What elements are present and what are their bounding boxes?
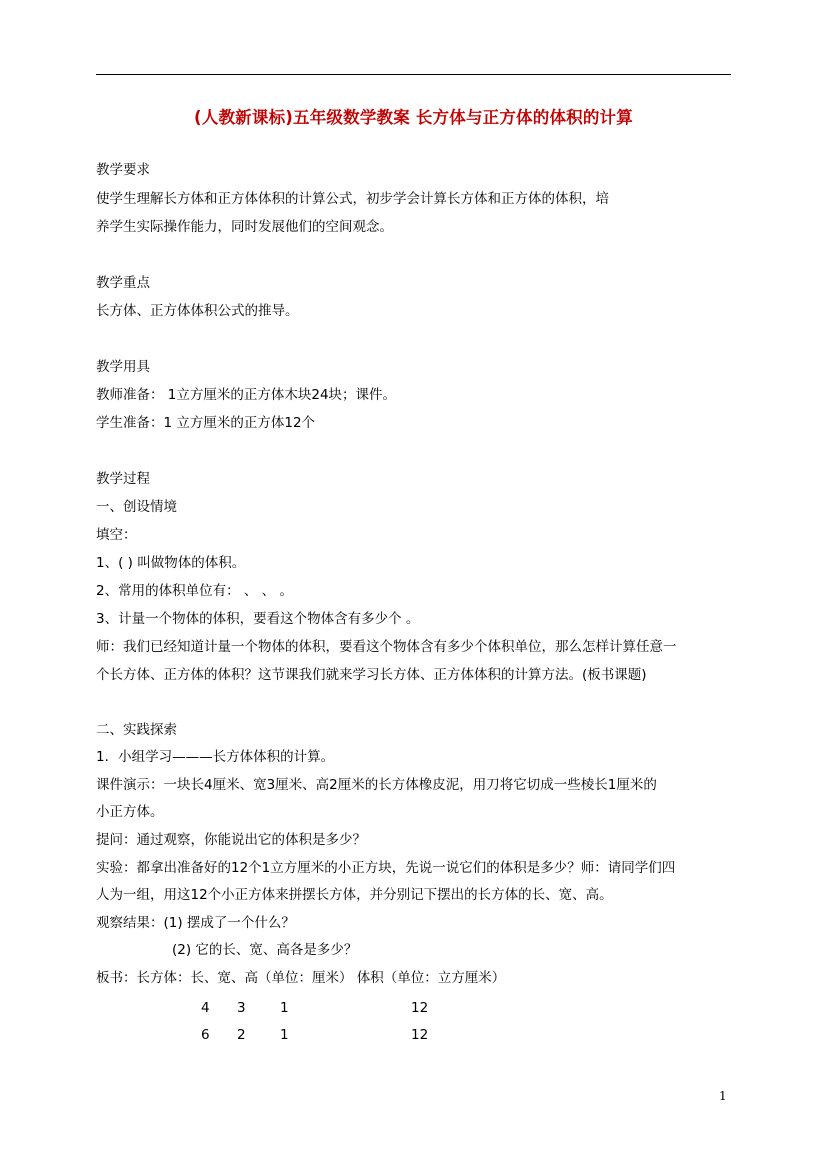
header-rule: [96, 74, 731, 75]
paragraph-line: 师：我们已经知道计量一个物体的体积，要看这个物体含有多少个体积单位，那么怎样计算任意一: [96, 639, 677, 655]
paragraph-line: (2) 它的长、宽、高各是多少？: [172, 942, 358, 958]
document-title: (人教新课标)五年级数学教案 长方体与正方体的体积的计算: [194, 108, 633, 127]
section-heading: 一、创设情境: [96, 499, 177, 515]
paragraph-line: 提问：通过观察，你能说出它的体积是多少？: [96, 832, 366, 848]
page-number: 1: [719, 1089, 727, 1103]
heading-key-points: 教学重点: [96, 275, 150, 291]
table-cell: 3: [237, 1000, 246, 1016]
paragraph-line: 观察结果：(1) 摆成了一个什么？: [96, 915, 295, 931]
paragraph-line: 填空：: [96, 527, 137, 543]
paragraph-line: 养学生实际操作能力，同时发展他们的空间观念。: [96, 219, 393, 235]
paragraph-line: 2、常用的体积单位有： 、 、 。: [96, 583, 293, 599]
paragraph-line: 小正方体。: [96, 804, 164, 820]
paragraph-line: 板书：长方体：长、宽、高（单位：厘米） 体积（单位：立方厘米）: [96, 970, 506, 986]
section-heading: 二、实践探索: [96, 722, 177, 738]
table-cell: 1: [280, 1027, 289, 1043]
heading-requirements: 教学要求: [96, 162, 150, 178]
table-cell: 6: [201, 1027, 210, 1043]
paragraph-line: 学生准备：1 立方厘米的正方体12个: [96, 415, 316, 431]
paragraph-line: 个长方体、正方体的体积？这节课我们就来学习长方体、正方体体积的计算方法。(板书课题): [96, 667, 647, 683]
heading-process: 教学过程: [96, 471, 150, 487]
paragraph-line: 1．小组学习———长方体体积的计算。: [96, 749, 335, 765]
heading-tools: 教学用具: [96, 359, 150, 375]
table-cell: 1: [280, 1000, 289, 1016]
paragraph-line: 1、( ) 叫做物体的体积。: [96, 555, 246, 571]
paragraph-line: 人为一组，用这12个小正方体来拼摆长方体，并分别记下摆出的长方体的长、宽、高。: [96, 887, 613, 903]
table-cell: 2: [237, 1027, 246, 1043]
table-cell: 4: [201, 1000, 210, 1016]
paragraph-line: 3、计量一个物体的体积，要看这个物体含有多少个 。: [96, 611, 420, 627]
paragraph-line: 使学生理解长方体和正方体体积的计算公式，初步学会计算长方体和正方体的体积，培: [96, 191, 609, 207]
paragraph-line: 长方体、正方体体积公式的推导。: [96, 303, 299, 319]
table-cell: 12: [411, 1027, 429, 1043]
table-cell: 12: [411, 1000, 429, 1016]
paragraph-line: 实验：都拿出准备好的12个1立方厘米的小正方块，先说一说它们的体积是多少？师：请同学们四: [96, 860, 676, 876]
paragraph-line: 教师准备： 1立方厘米的正方体木块24块；课件。: [96, 387, 397, 403]
paragraph-line: 课件演示：一块长4厘米、宽3厘米、高2厘米的长方体橡皮泥，用刀将它切成一些棱长1厘米的: [96, 777, 657, 793]
